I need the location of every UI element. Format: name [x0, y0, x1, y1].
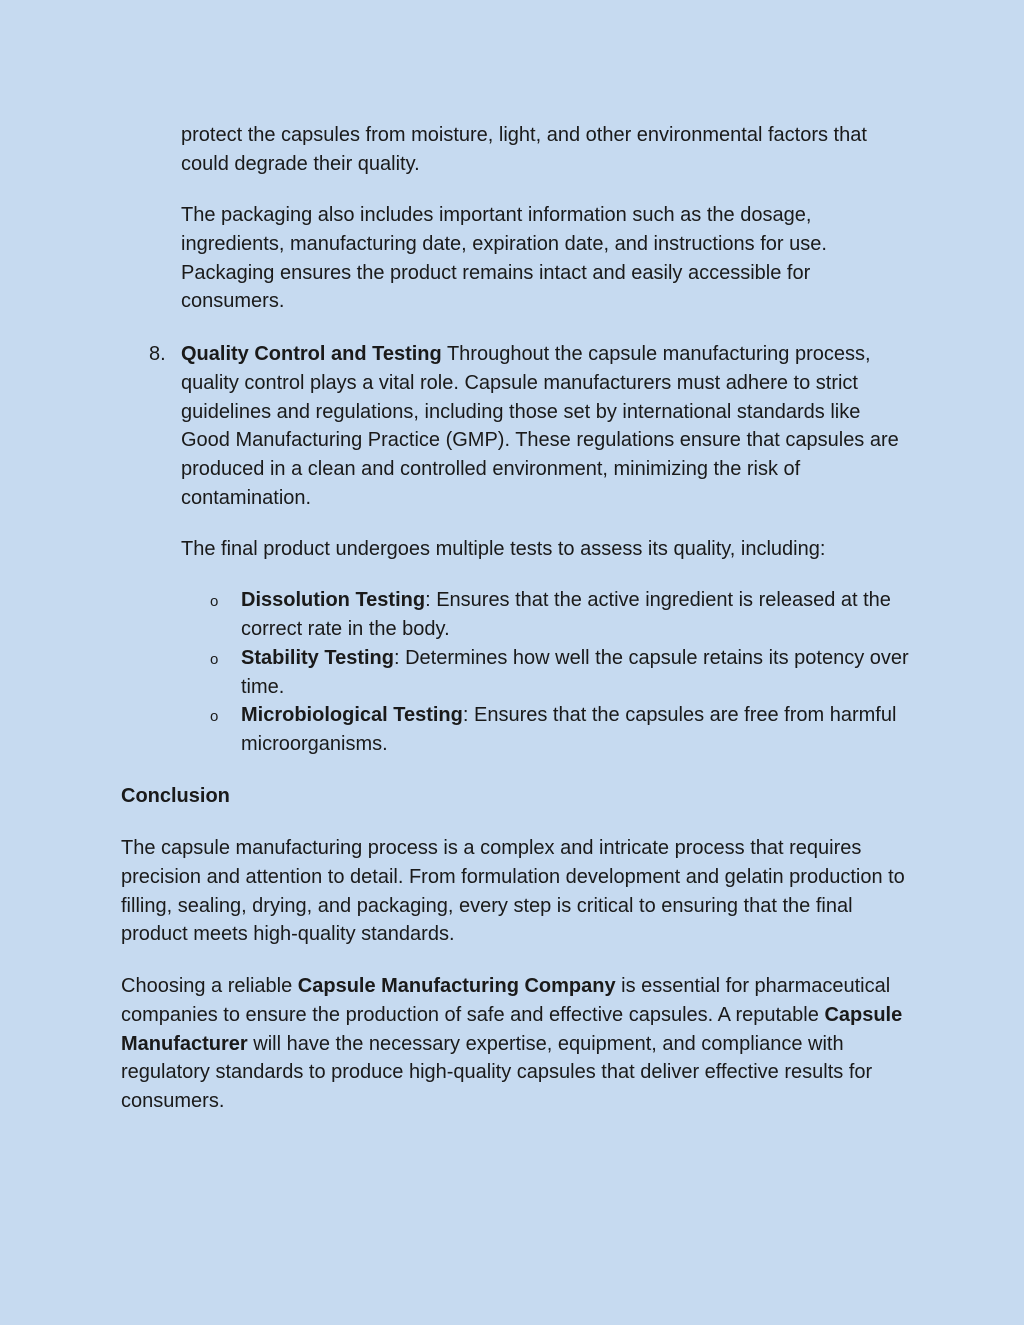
bullet-icon: o — [210, 708, 219, 725]
quality-control-body: Throughout the capsule manufacturing process, quality control plays a vital role. Capsule manufacturers must adhere to strict guidelines and regulations, including those set by international standards like Good Manufacturing Practice (GMP). These regulations ensure that capsules are produced in a clean and controlled environment, minimizing the risk of contamination. — [181, 343, 899, 509]
quality-control-heading: Quality Control and Testing — [181, 343, 442, 365]
bullet-icon: o — [210, 593, 219, 610]
test-item-dissolution — [241, 586, 911, 644]
step-number: 8. — [149, 343, 166, 365]
test-item-stability — [241, 644, 911, 702]
quality-control-paragraph — [181, 340, 911, 513]
tests-intro: The final product undergoes multiple tests to assess its quality, including: — [181, 538, 826, 560]
test-name: Dissolution Testing — [241, 589, 426, 611]
conclusion-heading: Conclusion — [121, 785, 230, 807]
test-item-microbiological — [241, 701, 911, 759]
packaging-info-paragraph: The packaging also includes important information such as the dosage, ingredients, manufacturing date, expiration date, and instructions for use. Packaging ensures the product remains intact and easily accessible for consumers. — [181, 204, 827, 313]
test-desc: : Ensures that the active ingredient is released at the correct rate in the body. — [241, 589, 891, 640]
bullet-icon: o — [210, 651, 219, 668]
test-name: Microbiological Testing — [241, 704, 463, 726]
conclusion-paragraph-1: The capsule manufacturing process is a complex and intricate process that requires precision and attention to detail. From formulation development and gelatin production to filling, sealing, drying, and packaging, every step is critical to ensuring that the final product meets high-quality standards. — [121, 837, 905, 946]
company-term: Capsule Manufacturing Company — [297, 975, 616, 997]
test-desc: : Ensures that the capsules are free from harmful microorganisms. — [241, 704, 897, 755]
packaging-continuation: protect the capsules from moisture, light, and other environmental factors that could degrade their quality. — [181, 124, 867, 175]
test-desc: : Determines how well the capsule retains its potency over time. — [241, 647, 909, 698]
conclusion-paragraph-2: Choosing a reliable Capsule Manufacturing Company is essential for pharmaceutical companies to ensure the production of safe and effective capsules. A reputable Capsule Manufacturer will have the necessary expertise, equipment, and compliance with regulatory standards to produce high-quality capsules that deliver effective results for consumers. — [121, 975, 903, 1113]
manufacturer-term: Capsule Manufacturer — [121, 1003, 903, 1055]
test-name: Stability Testing — [241, 647, 394, 669]
